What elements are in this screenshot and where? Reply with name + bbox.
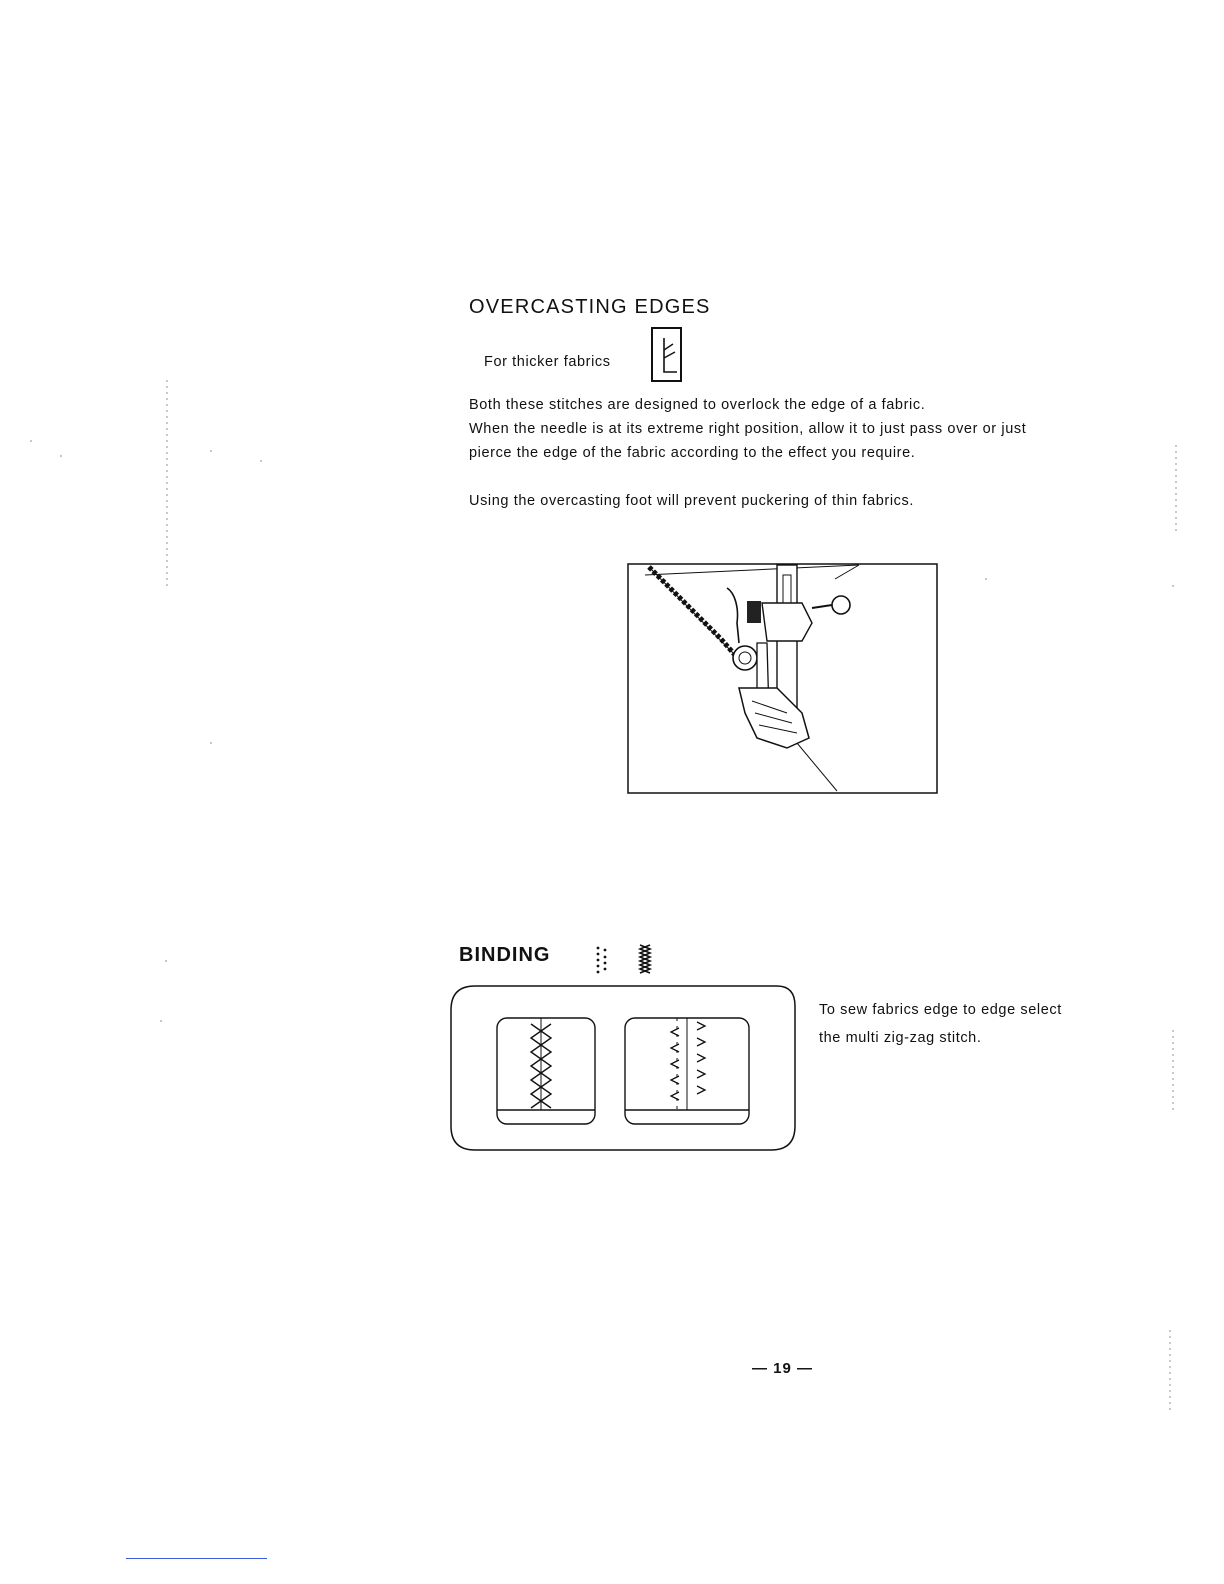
- binding-description: [819, 996, 1062, 1052]
- binding-title: BINDING: [459, 944, 551, 966]
- multi-zigzag-icon: [635, 943, 657, 977]
- overcasting-foot-illustration: [627, 563, 939, 795]
- bottom-rule: [126, 1558, 267, 1559]
- binding-stitch-samples: [447, 982, 799, 1154]
- page-number: — 19 —: [752, 1360, 814, 1377]
- overcasting-paragraph: [469, 393, 1129, 465]
- paragraph-line: pierce the edge of the fabric according to the effect you require.: [469, 445, 916, 461]
- overcasting-title: OVERCASTING EDGES: [469, 296, 711, 318]
- overcasting-foot-note: Using the overcasting foot will prevent puckering of thin fabrics.: [469, 493, 914, 509]
- overcast-stitch-icon: [650, 326, 684, 384]
- paragraph-line: When the needle is at its extreme right position, allow it to just pass over or just: [469, 421, 1027, 437]
- thicker-fabrics-label: For thicker fabrics: [484, 354, 611, 370]
- zigzag-dots-icon: [594, 944, 616, 976]
- binding-line: the multi zig-zag stitch.: [819, 1030, 982, 1046]
- paragraph-line: Both these stitches are designed to overlock the edge of a fabric.: [469, 397, 926, 413]
- binding-line: To sew fabrics edge to edge select: [819, 1002, 1062, 1018]
